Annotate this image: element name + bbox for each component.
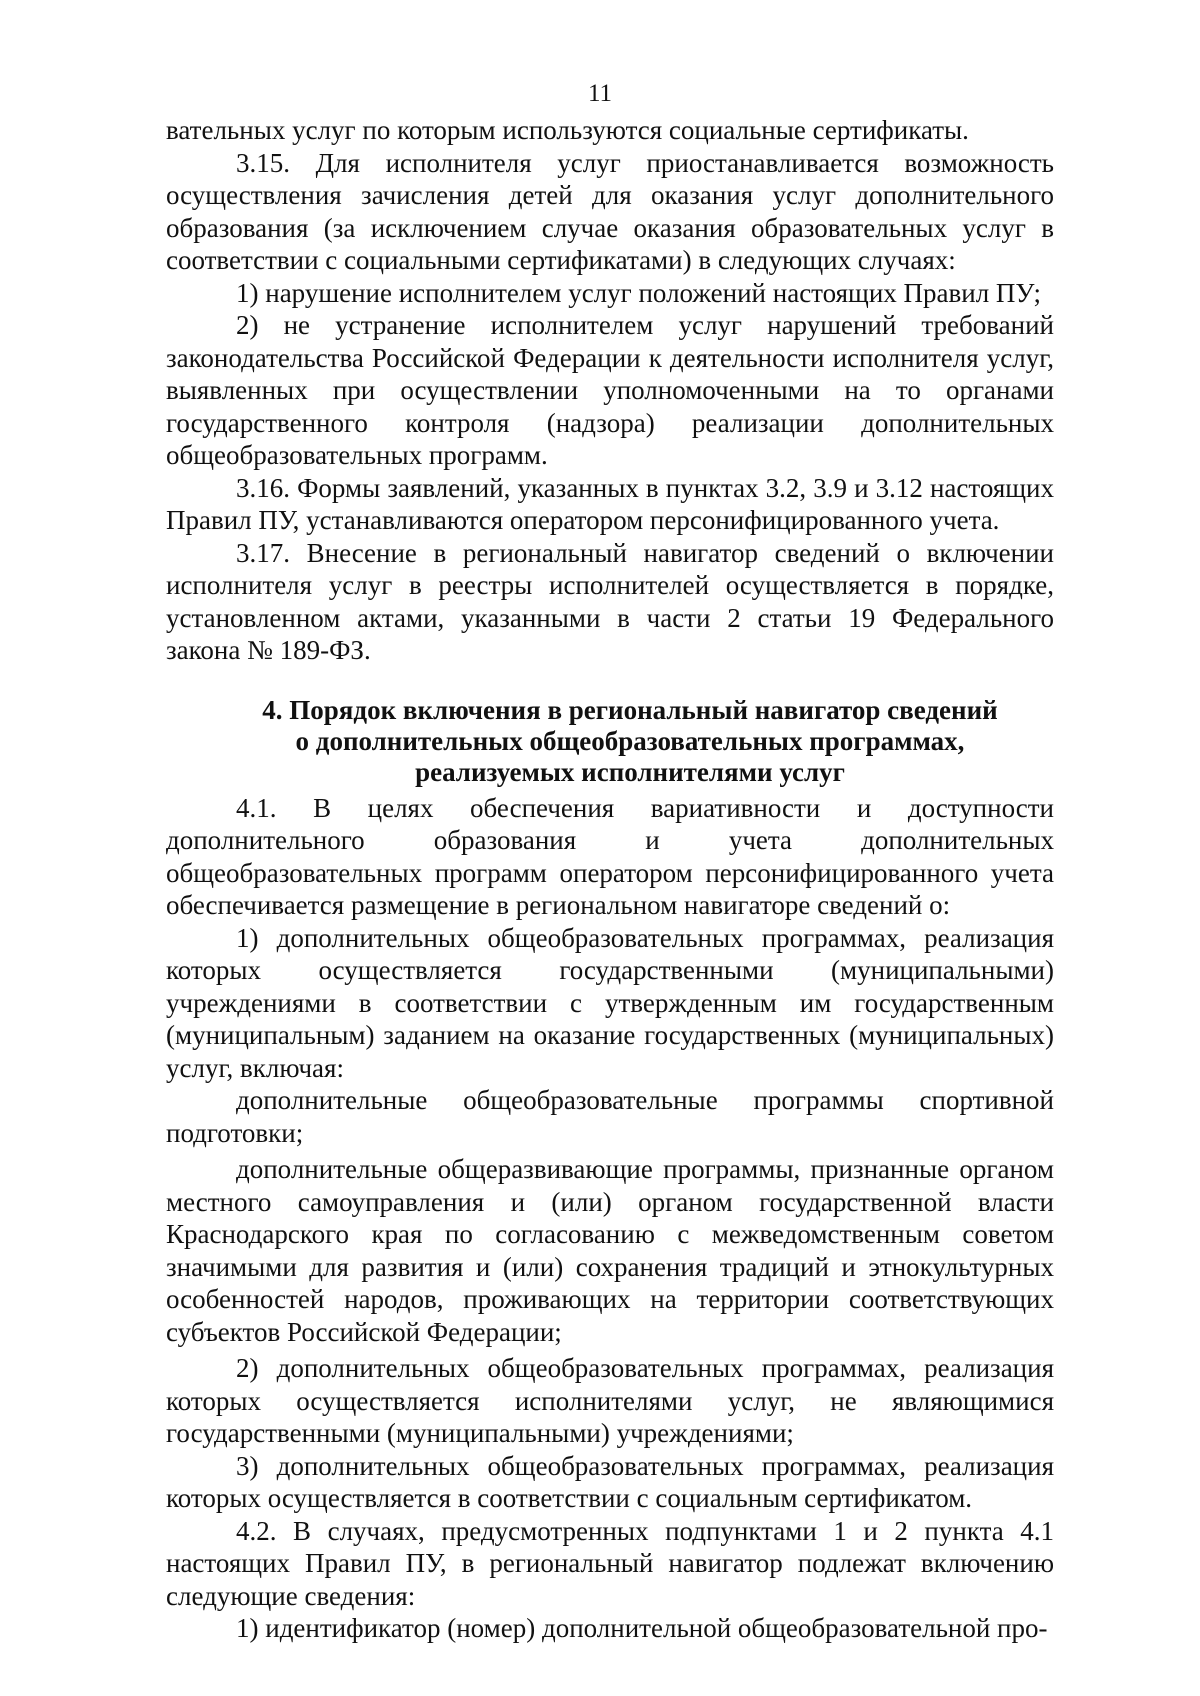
section-heading-line-1: 4. Порядок включения в региональный навигатор сведений bbox=[262, 694, 998, 725]
page-content bbox=[166, 114, 1054, 1645]
list-subitem-sport-programs: дополнительные общеобразовательные программы спортивной подготовки; bbox=[166, 1085, 1054, 1148]
section-heading-line-2: о дополнительных общеобразовательных программах, bbox=[295, 725, 965, 756]
list-item-4-2-1: 1) идентификатор (номер) дополнительной общеобразовательной про- bbox=[236, 1613, 1048, 1643]
list-item-4-1-2: 2) дополнительных общеобразовательных программах, реализация которых осуществляется исполнителями услуг, не являющимися государственными (муниципальными) учреждениями; bbox=[166, 1353, 1054, 1448]
paragraph-4-1: 4.1. В целях обеспечения вариативности и доступности дополнительного образования и учета дополнительных общеобразовательных программ оператором персонифицированного учета обеспечивается размещение в региональном навигаторе сведений о: bbox=[166, 792, 1054, 920]
list-subitem-general-programs: дополнительные общеразвивающие программы, признанные органом местного самоуправления и (или) органом государственной власти Краснодарского края по согласованию с межведомственным советом значимыми для развития и (или) сохранения традиций и этнокультурных особенностей народов, проживающих на территории соответствующих субъектов Российской Федерации; bbox=[166, 1154, 1054, 1347]
list-item-3-15-2: 2) не устранение исполнителем услуг нарушений требований законодательства Российской Федерации к деятельности исполнителя услуг, выявленных при осуществлении уполномоченными на то органами государственного контроля (надзора) реализации дополнительных общеобразовательных программ. bbox=[166, 310, 1054, 470]
section-heading-line-3: реализуемых исполнителями услуг bbox=[415, 756, 845, 787]
paragraph-3-15: 3.15. Для исполнителя услуг приостанавливается возможность осуществления зачисления детей для оказания услуг дополнительного образования (за исключением случае оказания образовательных услуг в соответствии с социальными сертификатами) в следующих случаях: bbox=[166, 147, 1054, 275]
paragraph-4-2: 4.2. В случаях, предусмотренных подпунктами 1 и 2 пункта 4.1 настоящих Правил ПУ, в региональный навигатор подлежат включению следующие сведения: bbox=[166, 1515, 1054, 1611]
page-number: 11 bbox=[587, 80, 613, 107]
list-item-4-1-3: 3) дополнительных общеобразовательных программах, реализация которых осуществляется в соответствии с социальным сертификатом. bbox=[166, 1450, 1054, 1513]
paragraph-3-17: 3.17. Внесение в региональный навигатор сведений о включении исполнителя услуг в реестры исполнителей осуществляется в порядке, установленном актами, указанными в части 2 статьи 19 Федерального закона № 189-ФЗ. bbox=[166, 537, 1054, 665]
list-item-4-1-1: 1) дополнительных общеобразовательных программах, реализация которых осуществляется государственными (муниципальными) учреждениями в соответствии с утвержденным им государственным (муниципальным) заданием на оказание государственных (муниципальных) услуг, включая: bbox=[166, 922, 1054, 1083]
list-item-3-15-1: 1) нарушение исполнителем услуг положений настоящих Правил ПУ; bbox=[236, 277, 1042, 308]
section-heading-4 bbox=[166, 695, 1054, 788]
paragraph-3-16: 3.16. Формы заявлений, указанных в пунктах 3.2, 3.9 и 3.12 настоящих Правил ПУ, устанавливаются оператором персонифицированного учета. bbox=[166, 472, 1054, 535]
paragraph-continuation: вательных услуг по которым используются социальные сертификаты. bbox=[166, 115, 969, 145]
